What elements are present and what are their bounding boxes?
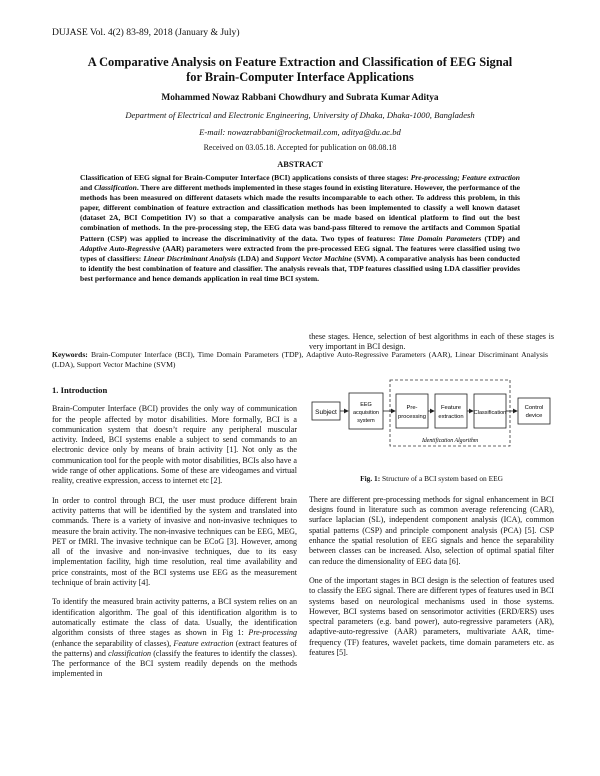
intro-paragraph-2: In order to control through BCI, the user must produce different brain activity patterns that will be identified by the system and translated into commands. There is a variety of invasive and non-invasive techniques to measure the brain activity. The non-invasive techniques can be EEG, MEG, PET or fMRI. The invasive technique can be ECoG [3]. However, among all of the invasive and non-invasive techniques, due to its easy implementation facility, high time resolution, real time availability and price constraints, most of the BCI systems use EEG as the measurement technique of brain activity [4]. <box>52 495 297 588</box>
feature-extraction-box <box>435 394 467 428</box>
right-paragraph-0: these stages. Hence, selection of best algorithms in each of these stages is very important in BCI design. <box>309 332 554 352</box>
abstract-body: Classification of EEG signal for Brain-Computer Interface (BCI) applications consists of three stages: Pre-processing; Feature extraction and Classification. There are different methods implemented in these stages found in existing literature. However, the performance of the methods has been measured on different datasets which made the results incomparable to each other. To address this problem, in this paper, different combination of feature extraction and classification methods has been implemented to classify a well known dataset (dataset 2A, BCI Competition IV) so that a comparative analysis can be made based on identical platform to find out the best combination of methods. In the pre-processing step, the EEG data was band-pass filtered to remove the artifacts and Common Spatial Pattern (CSP) was applied to increase the discriminativity of the data. Two types of features: Time Domain Parameters (TDP) and Adaptive Auto-Regressive (AAR) parameters were extracted from the pre-processed EEG signal. The features were classified using two types of classifiers: Linear Discriminant Analysis (LDA) and Support Vector Machine (SVM). A comparative analysis has been conducted to identify the best combination of feature and classifier. The analysis reveals that, TDP features classified using LDA classifier provides best performance and hence demands application in real time BCI system. <box>80 173 520 283</box>
feature-label-1: Feature <box>441 404 461 411</box>
affiliation: Department of Electrical and Electronic Engineering, University of Dhaka, Dhaka-1000, Bangladesh <box>125 110 475 120</box>
right-paragraph-2: One of the important stages in BCI design is the selection of features used to classify the EEG signal. There are different types of features used in BCI systems based on neurological mechanisms used in those systems. However, BCI systems based on sensorimotor activities (ERD/ERS) uses spectral parameters (e.g. band power), auto-regressive parameters (AR), adaptive-auto-regressive (AAR) parameters, multivariate AAR, time-frequency (TF) features, wavelet packets, time domain parameters etc. as features [5]. <box>309 575 554 658</box>
keywords-label: Keywords: <box>52 350 88 359</box>
journal-header: DUJASE Vol. 4(2) 83-89, 2018 (January & July) <box>52 27 240 38</box>
subject-label: Subject <box>315 408 337 416</box>
preprocessing-label-1: Pre- <box>406 404 418 411</box>
abstract-heading: ABSTRACT <box>277 160 323 169</box>
control-label-2: device <box>525 412 543 419</box>
title-line-2: for Brain-Computer Interface Applications <box>186 70 414 84</box>
title-line-1: A Comparative Analysis on Feature Extraction and Classification of EEG Signal <box>87 55 513 69</box>
feature-label-2: extraction <box>438 413 464 420</box>
keywords-text: Brain-Computer Interface (BCI), Time Domain Parameters (TDP), Adaptive Auto-Regressive Parameters (AAR), Linear Discriminant Analysis (LDA), Support Vector Machine (SVM) <box>52 350 548 370</box>
author-email: E-mail: nowazrabbani@rocketmail.com, aditya@du.ac.bd <box>199 127 401 137</box>
intro-heading: 1. Introduction <box>52 385 108 395</box>
received-date: Received on 03.05.18. Accepted for publication on 08.08.18 <box>203 143 397 152</box>
acquisition-label-3: system <box>357 417 375 424</box>
right-column <box>309 332 554 667</box>
figure-1 <box>309 362 554 470</box>
acquisition-label-2: acquisition <box>353 409 379 416</box>
intro-paragraph-3: To identify the measured brain activity patterns, a BCI system relies on an identification algorithm. The goal of this identification algorithm is to automatically estimate the class of data. Usually, the identification algorithm consists of three stages as shown in Fig 1: Pre-processing (enhance the separability of classes), Feature extraction (extract features of the patterns) and classification (classify the features to identify the classes). The performance of the BCI system readily depends on the methods implemented in <box>52 597 298 679</box>
right-paragraph-1: There are different pre-processing methods for signal enhancement in BCI designs found in literature such as common average referencing (CAR), surface laplacian (SL), independent component analysis (ICA), common spatial patterns (CSP) and principle component analysis (PCA) [5]. CSP enhance the spatial resolution of EEG signals and hence the separability between classes can be increased. Also, selection of optimal spatial filter can reduce the dimensionality of EEG data [6]. <box>309 494 554 566</box>
preprocessing-label-2: processing <box>397 413 427 420</box>
control-label-1: Control <box>524 404 544 411</box>
preprocessing-box <box>396 394 428 428</box>
classification-label: Classification <box>473 409 507 416</box>
intro-paragraph-1: Brain-Computer Interface (BCI) provides the only way of communication for the people affected by motor disabilities. More formally, BCI is a communication system that doesn’t require any peripheral muscular activity. Indeed, BCI systems enable a subject to send commands to an electronic device only by means of brain activity [1]. Not only as the communication tool for the people with motor disabilities, BCIs also have a wide range of other applications. Some of these are videogames and virtual reality, creative expression, access to internet etc [2]. <box>52 404 297 486</box>
identification-label: Identification Algorithm <box>421 437 479 444</box>
paper-title <box>60 55 540 85</box>
bci-diagram <box>309 362 554 470</box>
authors: Mohammed Nowaz Rabbani Chowdhury and Subrata Kumar Aditya <box>161 93 439 103</box>
left-column <box>52 385 297 689</box>
figure-1-caption: Fig. 1: Structure of a BCI system based on EEG <box>360 473 503 483</box>
control-device-box <box>518 398 550 424</box>
acquisition-label-1: EEG <box>360 401 372 408</box>
